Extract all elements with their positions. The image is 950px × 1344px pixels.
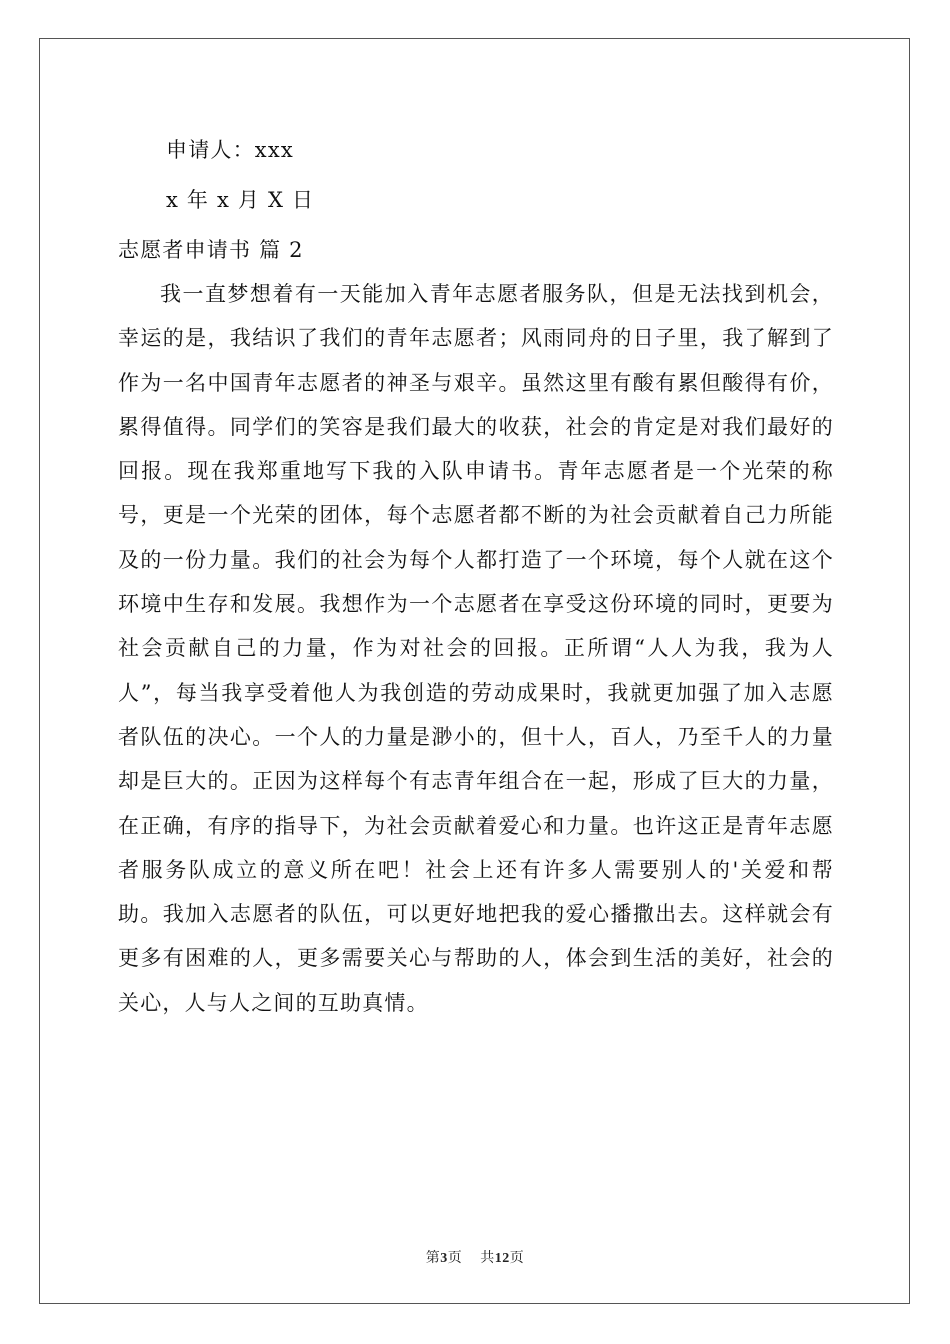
date-line: x 年 x 月 X 日 (166, 188, 315, 212)
page-footer (0, 1247, 950, 1267)
current-page-number: 3 (440, 1251, 448, 1266)
applicant-line: 申请人：xxx (166, 138, 294, 162)
total-page-number: 12 (494, 1251, 510, 1266)
total-suffix: 页 (509, 1251, 525, 1266)
page-prefix: 第 (425, 1251, 441, 1266)
total-prefix: 共 (480, 1251, 495, 1266)
body-paragraph: 我一直梦想着有一天能加入青年志愿者服务队，但是无法找到机会，幸运的是，我结识了我们的青年志愿者；风雨同舟的日子里，我了解到了作为一名中国青年志愿者的神圣与艰辛。虽然这里有酸有累但酸得有价，累得值得。同学们的笑容是我们最大的收获，社会的肯定是对我们最好的回报。现在我郑重地写下我的入队申请书。青年志愿者是一个光荣的称号，更是一个光荣的团体，每个志愿者都不断的为社会贡献着自己力所能及的一份力量。我们的社会为每个人都打造了一个环境，每个人就在这个环境中生存和发展。我想作为一个志愿者在享受这份环境的同时，更要为社会贡献自己的力量，作为对社会的回报。正所谓“人人为我，我为人人”，每当我享受着他人为我创造的劳动成果时，我就更加强了加入志愿者队伍的决心。一个人的力量是渺小的，但十人，百人，乃至千人的力量却是巨大的。正因为这样每个有志青年组合在一起，形成了巨大的力量，在正确，有序的指导下，为社会贡献着爱心和力量。也许这正是青年志愿者服务队成立的意义所在吧！社会上还有许多人需要别人的'关爱和帮助。我加入志愿者的队伍，可以更好地把我的爱心播撒出去。这样就会有更多有困难的人，更多需要关心与帮助的人，体会到生活的美好，社会的关心，人与人之间的互助真情。 (118, 282, 834, 1015)
section-title: 志愿者申请书 篇 2 (118, 238, 304, 262)
page-suffix: 页 (447, 1251, 463, 1266)
document-content (118, 132, 834, 1025)
